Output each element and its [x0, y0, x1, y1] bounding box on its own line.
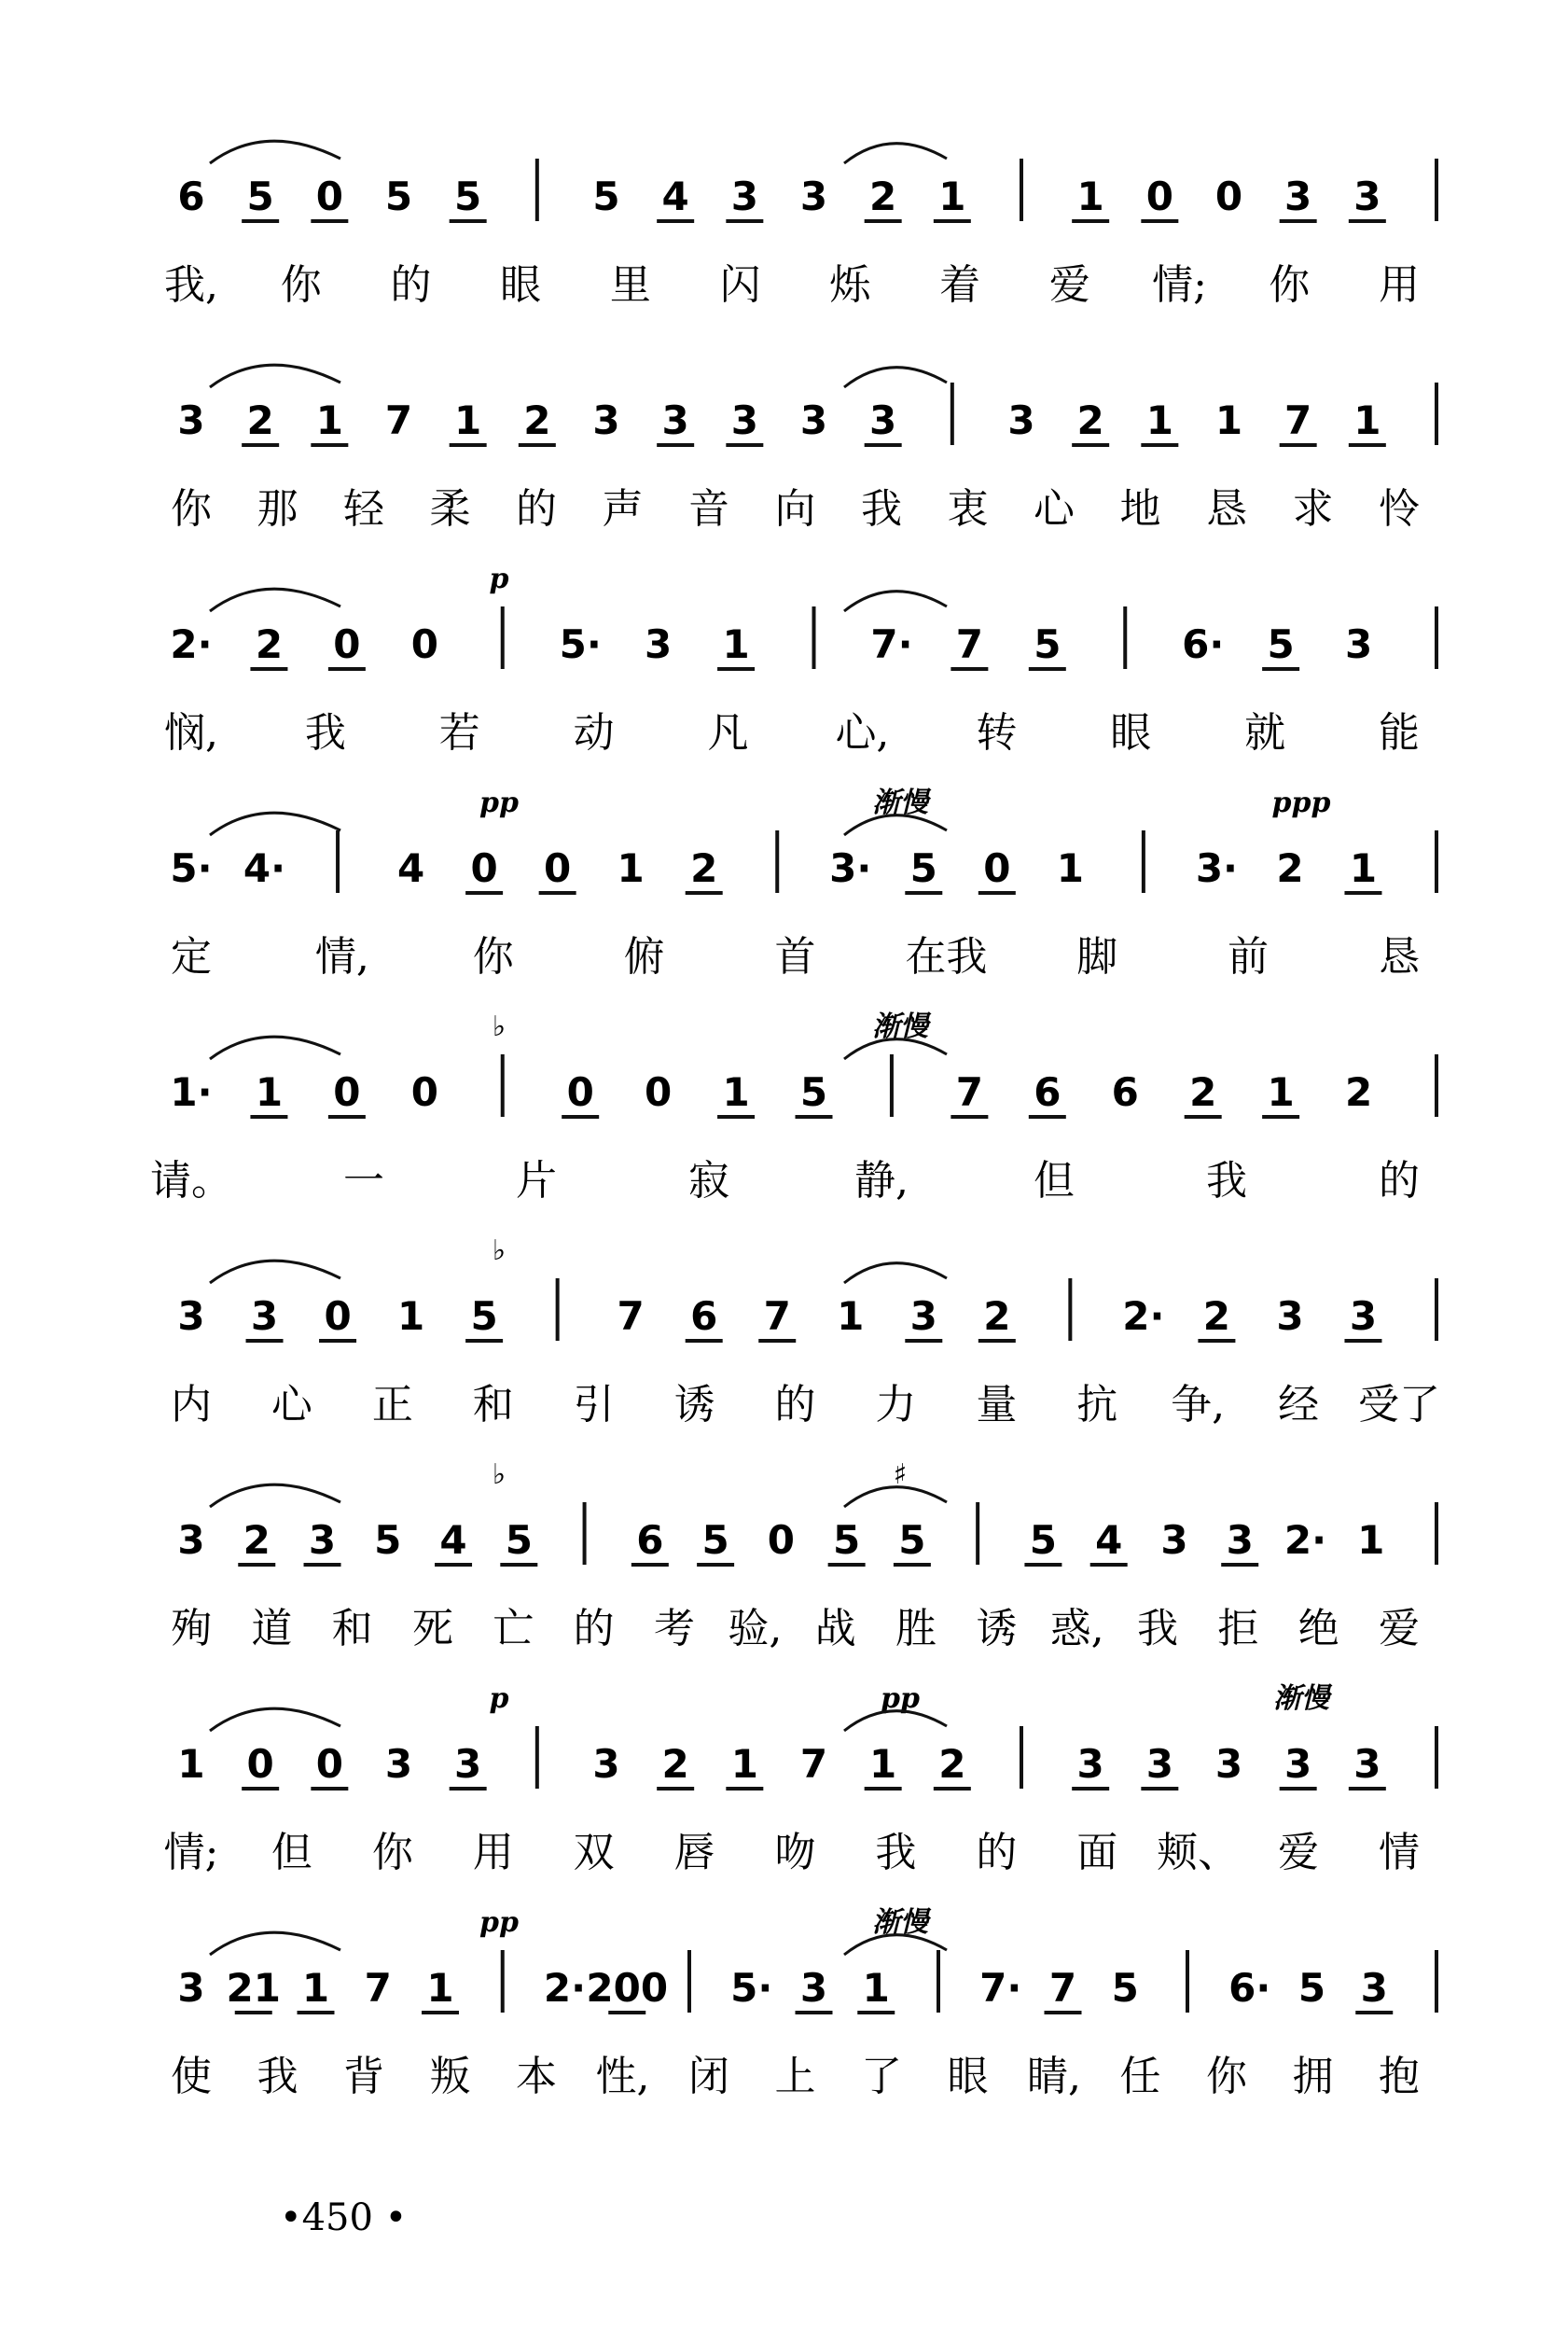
note: 2 — [983, 1293, 1011, 1339]
lyric-syllable: 惑, — [1049, 1605, 1104, 1652]
lyric-syllable: 脚 — [1076, 933, 1118, 981]
slur-arc — [210, 1037, 340, 1059]
lyric-syllable: 绝 — [1297, 1605, 1339, 1652]
lyric-syllable: 背 — [343, 2053, 384, 2100]
lyric-syllable: 我 — [257, 2053, 298, 2100]
note: 7· — [979, 1965, 1022, 2011]
lyric-syllable: 地 — [1119, 485, 1161, 533]
note: 3 — [177, 1965, 205, 2011]
slur-arc — [210, 1708, 340, 1731]
note: 2 — [1189, 1069, 1217, 1115]
lyric-syllable: 死 — [412, 1605, 453, 1652]
lyric-syllable: 使 — [171, 2053, 212, 2100]
slur-arc — [844, 144, 947, 163]
note: 1 — [938, 174, 966, 219]
lyric-syllable: 你 — [171, 485, 212, 533]
note: 1 — [177, 1741, 205, 1787]
note: 6· — [1228, 1965, 1271, 2011]
lyric-syllable: 抗 — [1076, 1381, 1118, 1428]
note: 0 — [324, 1293, 352, 1339]
lyric-syllable: 你 — [280, 261, 322, 309]
note-layer — [170, 174, 1387, 2011]
lyric-syllable: 道 — [251, 1605, 293, 1652]
slur-arc — [844, 592, 947, 611]
note: 3 — [909, 1293, 937, 1339]
lyric-syllable: 量 — [976, 1381, 1018, 1428]
lyric-syllable: 争, — [1171, 1381, 1226, 1428]
lyric-syllable: 抱 — [1379, 2053, 1420, 2100]
lyric-syllable: 我 — [861, 485, 902, 533]
lyric-syllable: 转 — [976, 709, 1018, 757]
lyric-syllable: 你 — [472, 933, 514, 981]
lyric-syllable: 俯 — [623, 933, 665, 981]
note: 0 — [246, 1741, 274, 1787]
note: 5· — [730, 1965, 773, 2011]
lyric-syllable: 你 — [1206, 2053, 1247, 2100]
lyric-syllable: 用 — [472, 1829, 514, 1876]
note: 6· — [1182, 621, 1225, 667]
note: 0 — [315, 174, 343, 219]
note: 21 — [226, 1965, 281, 2011]
dynamic-mark: 渐慢 — [1273, 1682, 1329, 1715]
note: 4 — [396, 845, 425, 891]
note: 1 — [1267, 1069, 1295, 1115]
lyric-syllable: 向 — [774, 485, 816, 533]
dynamic-mark: ♭ — [492, 1458, 506, 1491]
note: 0 — [410, 1069, 438, 1115]
note: 5 — [374, 1517, 402, 1563]
note: 7 — [1284, 397, 1312, 443]
note: 7 — [799, 1741, 828, 1787]
note: 3 — [250, 1293, 279, 1339]
note: 1 — [617, 845, 645, 891]
note: 2 — [255, 621, 284, 667]
note: 0 — [1214, 174, 1243, 219]
note: 1 — [869, 1741, 897, 1787]
lyric-syllable: 闪 — [719, 261, 761, 309]
note: 2· — [1284, 1517, 1327, 1563]
lyric-syllable: 亡 — [493, 1605, 534, 1652]
note: 1 — [837, 1293, 865, 1339]
lyric-syllable: 但 — [271, 1829, 312, 1876]
lyric-syllable: 爱 — [1048, 261, 1090, 309]
note: 7· — [870, 621, 913, 667]
note: 2 — [1276, 845, 1304, 891]
lyric-syllable: 定 — [171, 933, 212, 981]
note: 1 — [1353, 397, 1381, 443]
lyric-syllable: 殉 — [171, 1605, 212, 1652]
note: 2 — [1076, 397, 1104, 443]
lyric-syllable: 叛 — [429, 2053, 471, 2100]
lyric-syllable: 恳 — [1206, 485, 1247, 533]
lyric-syllable: 若 — [438, 709, 480, 757]
lyric-syllable: 力 — [875, 1381, 917, 1428]
note: 3 — [1076, 1741, 1104, 1787]
note: 0 — [544, 845, 572, 891]
note: 7 — [617, 1293, 645, 1339]
lyric-syllable: 吻 — [774, 1829, 816, 1876]
note: 1 — [315, 397, 343, 443]
note: 1 — [1056, 845, 1084, 891]
note: 5 — [701, 1517, 729, 1563]
lyric-syllable: 受了 — [1358, 1381, 1440, 1428]
lyric-syllable: 爱 — [1278, 1829, 1320, 1876]
lyric-syllable: 我, — [164, 261, 218, 309]
note: 0 — [410, 621, 438, 667]
note: 3 — [384, 1741, 413, 1787]
lyric-syllable: 内 — [171, 1381, 212, 1428]
note: 2· — [170, 621, 213, 667]
note: 0 — [767, 1517, 795, 1563]
note: 7 — [763, 1293, 791, 1339]
lyric-syllable: 能 — [1379, 709, 1420, 757]
lyric-syllable: 的 — [390, 261, 432, 309]
note: 2· — [543, 1965, 587, 2011]
lyric-syllable: 柔 — [429, 485, 471, 533]
lyric-syllable: 双 — [573, 1829, 615, 1876]
lyric-syllable: 眼 — [1110, 709, 1152, 757]
dynamic-mark: 渐慢 — [872, 1010, 928, 1043]
note: 1 — [1076, 174, 1104, 219]
lyric-syllable: 战 — [814, 1605, 856, 1652]
note: 0 — [645, 1069, 673, 1115]
lyric-syllable: 静, — [854, 1157, 909, 1205]
slur-arc — [844, 368, 947, 387]
lyric-syllable: 但 — [1034, 1157, 1075, 1205]
note: 2 — [246, 397, 274, 443]
dynamic-mark: pp — [881, 1682, 920, 1715]
note: 7 — [384, 397, 413, 443]
dynamic-mark: pp — [479, 787, 519, 819]
note: 1 — [396, 1293, 425, 1339]
dynamic-mark: p — [489, 563, 509, 595]
lyric-syllable: 前 — [1228, 933, 1270, 981]
note: 3 — [661, 397, 689, 443]
lyric-syllable: 音 — [688, 485, 729, 533]
note: 3 — [1145, 1741, 1173, 1787]
note: 3 — [177, 1293, 205, 1339]
lyric-syllable: 情; — [1152, 261, 1207, 309]
lyric-syllable: 诱 — [673, 1381, 715, 1428]
note: 5 — [505, 1517, 533, 1563]
note: 5 — [470, 1293, 498, 1339]
note: 2 — [661, 1741, 689, 1787]
lyric-syllable: 用 — [1379, 261, 1420, 309]
note: 1 — [1145, 397, 1173, 443]
note: 1 — [1357, 1517, 1385, 1563]
lyric-syllable: 你 — [1269, 261, 1311, 309]
note: 4 — [439, 1517, 467, 1563]
lyric-syllable: 睛, — [1027, 2053, 1081, 2100]
lyric-syllable: 求 — [1292, 485, 1334, 533]
note: 0 — [566, 1069, 594, 1115]
note: 1 — [301, 1965, 330, 2011]
dynamic-mark: 渐慢 — [872, 1906, 928, 1939]
note: 0 — [470, 845, 498, 891]
dynamic-mark: ppp — [1271, 787, 1331, 819]
lyric-syllable: 本 — [516, 2053, 557, 2100]
note: 6 — [1111, 1069, 1139, 1115]
lyric-syllable: 和 — [472, 1381, 514, 1428]
note: 1 — [255, 1069, 284, 1115]
note: 3 — [1284, 174, 1312, 219]
lyric-syllable: 情; — [163, 1829, 219, 1876]
note: 1 — [722, 1069, 750, 1115]
dynamic-mark: ♭ — [492, 1010, 506, 1043]
lyric-syllable: 眼 — [500, 261, 542, 309]
note: 3 — [1214, 1741, 1243, 1787]
lyric-syllable: 引 — [573, 1381, 615, 1428]
slur-arc — [210, 1261, 340, 1283]
note: 7 — [955, 621, 983, 667]
lyric-syllable: 心, — [835, 709, 890, 757]
note: 3 — [1160, 1517, 1188, 1563]
note: 1 — [454, 397, 482, 443]
slur-arc — [210, 1932, 340, 1955]
lyric-syllable: 和 — [331, 1605, 373, 1652]
dynamic-mark: 渐慢 — [872, 787, 928, 819]
note: 1· — [170, 1069, 213, 1115]
note: 3 — [1349, 1293, 1378, 1339]
slur-arc — [210, 589, 340, 611]
note: 3 — [592, 1741, 620, 1787]
note: 5 — [1034, 621, 1062, 667]
lyric-syllable: 一 — [343, 1157, 384, 1205]
note: 3 — [1353, 174, 1381, 219]
lyric-syllable: 了 — [861, 2053, 902, 2100]
note: 2 — [523, 397, 551, 443]
lyric-syllable: 我 — [1206, 1157, 1247, 1205]
lyric-syllable: 轻 — [343, 485, 384, 533]
dynamic-mark: ♯ — [893, 1458, 908, 1491]
lyric-syllable: 那 — [257, 485, 298, 533]
note: 4· — [243, 845, 286, 891]
lyric-syllable: 面 — [1076, 1829, 1118, 1876]
lyric-syllable: 声 — [602, 485, 644, 533]
note: 5 — [246, 174, 274, 219]
note: 3 — [799, 397, 828, 443]
dynamic-mark: p — [489, 1682, 509, 1715]
note: 5 — [1297, 1965, 1326, 2011]
lyric-syllable: 经 — [1278, 1381, 1320, 1428]
lyric-syllable: 情, — [314, 933, 369, 981]
note: 3 — [308, 1517, 337, 1563]
note: 5 — [384, 174, 413, 219]
note: 3 — [454, 1741, 482, 1787]
lyric-syllable: 在我 — [905, 933, 988, 981]
lyric-syllable: 怜 — [1379, 485, 1420, 533]
lyric-syllable: 的 — [976, 1829, 1018, 1876]
note: 1 — [1349, 845, 1378, 891]
dynamics-layer — [479, 563, 1333, 1939]
lyric-syllable: 就 — [1244, 709, 1286, 757]
lyric-syllable: 爱 — [1379, 1605, 1420, 1652]
note: 3 — [869, 397, 897, 443]
note: 3· — [1195, 845, 1239, 891]
note: 3 — [1284, 1741, 1312, 1787]
note: 2 — [690, 845, 718, 891]
note: 5· — [170, 845, 213, 891]
lyric-syllable: 考 — [654, 1605, 695, 1652]
lyric-syllable: 烁 — [829, 261, 871, 309]
note: 2 — [1202, 1293, 1231, 1339]
lyric-syllable: 眼 — [947, 2053, 989, 2100]
note: 3 — [730, 174, 758, 219]
lyric-syllable: 我 — [875, 1829, 917, 1876]
lyric-syllable: 动 — [573, 709, 615, 757]
note: 7 — [364, 1965, 392, 2011]
note: 3 — [1226, 1517, 1254, 1563]
lyric-syllable: 请。 — [150, 1157, 232, 1205]
note: 3 — [1360, 1965, 1388, 2011]
note: 5 — [1267, 621, 1295, 667]
note: 2 — [243, 1517, 271, 1563]
note: 0 — [315, 1741, 343, 1787]
note: 0 — [983, 845, 1011, 891]
note: 2 — [869, 174, 897, 219]
lyric-syllable: 任 — [1119, 2053, 1161, 2100]
note: 5· — [559, 621, 602, 667]
note: 1 — [730, 1741, 758, 1787]
note: 3 — [1007, 397, 1035, 443]
lyric-syllable: 的 — [774, 1381, 816, 1428]
note: 5 — [1029, 1517, 1058, 1563]
slur-arc — [210, 1484, 340, 1507]
lyric-syllable: 的 — [1379, 1157, 1420, 1205]
lyric-syllable: 衷 — [947, 485, 989, 533]
note: 1 — [722, 621, 750, 667]
lyric-syllable: 里 — [609, 261, 651, 309]
note: 6 — [177, 174, 205, 219]
note: 5 — [909, 845, 937, 891]
note: 3 — [177, 397, 205, 443]
note: 5 — [1111, 1965, 1139, 2011]
lyrics-layer — [150, 261, 1440, 2100]
note: 3 — [1353, 1741, 1381, 1787]
lyric-syllable: 悯, — [164, 709, 218, 757]
lyric-syllable: 上 — [774, 2053, 816, 2100]
slur-arc — [210, 141, 340, 163]
note: 5 — [898, 1517, 926, 1563]
lyric-syllable: 验, — [728, 1605, 783, 1652]
note: 3 — [1344, 621, 1373, 667]
note: 4 — [661, 174, 689, 219]
note: 0 — [333, 1069, 361, 1115]
note: 2 — [938, 1741, 966, 1787]
note: 200 — [586, 1965, 669, 2011]
note: 3 — [730, 397, 758, 443]
slur-arc — [210, 365, 340, 387]
note: 3· — [829, 845, 872, 891]
note: 6 — [690, 1293, 718, 1339]
note: 3 — [177, 1517, 205, 1563]
lyric-syllable: 我 — [1137, 1605, 1178, 1652]
note: 7 — [1048, 1965, 1077, 2011]
dynamic-mark: ♭ — [492, 1234, 506, 1267]
note: 1 — [426, 1965, 454, 2011]
note: 5 — [833, 1517, 861, 1563]
note: 6 — [1034, 1069, 1062, 1115]
lyric-syllable: 心 — [271, 1381, 312, 1428]
slur-arc — [844, 1263, 947, 1283]
note: 3 — [645, 621, 673, 667]
note: 2 — [1344, 1069, 1373, 1115]
note: 1 — [1214, 397, 1243, 443]
lyric-syllable: 恳 — [1379, 933, 1420, 981]
lyric-syllable: 心 — [1034, 485, 1075, 533]
note: 7 — [955, 1069, 983, 1115]
lyric-syllable: 首 — [774, 933, 816, 981]
page-number: •450 • — [280, 2196, 408, 2239]
lyric-syllable: 正 — [371, 1381, 413, 1428]
note: 0 — [1145, 174, 1173, 219]
note: 3 — [799, 174, 828, 219]
lyric-syllable: 颊、 — [1157, 1829, 1240, 1876]
lyric-syllable: 闭 — [688, 2053, 729, 2100]
lyric-syllable: 片 — [516, 1157, 557, 1205]
note: 2· — [1122, 1293, 1165, 1339]
dynamic-mark: pp — [479, 1906, 519, 1939]
note: 3 — [592, 397, 620, 443]
lyric-syllable: 我 — [304, 709, 346, 757]
note: 5 — [799, 1069, 828, 1115]
note: 0 — [333, 621, 361, 667]
lyric-syllable: 凡 — [707, 709, 749, 757]
lyric-syllable: 的 — [516, 485, 557, 533]
note: 1 — [862, 1965, 890, 2011]
lyric-syllable: 情 — [1379, 1829, 1420, 1876]
lyric-syllable: 你 — [371, 1829, 413, 1876]
note: 4 — [1095, 1517, 1123, 1563]
lyric-syllable: 胜 — [895, 1605, 937, 1652]
lyric-syllable: 寂 — [688, 1157, 729, 1205]
lyric-syllable: 拥 — [1292, 2053, 1334, 2100]
note: 3 — [799, 1965, 828, 2011]
lyric-syllable: 性, — [595, 2053, 650, 2100]
lyric-syllable: 着 — [939, 261, 981, 309]
note: 5 — [454, 174, 482, 219]
note: 6 — [636, 1517, 664, 1563]
lyric-syllable: 唇 — [673, 1829, 715, 1876]
lyric-syllable: 诱 — [976, 1605, 1018, 1652]
note: 5 — [592, 174, 620, 219]
note: 3 — [1276, 1293, 1304, 1339]
slur-arc — [210, 813, 340, 835]
lyric-syllable: 的 — [573, 1605, 615, 1652]
lyric-syllable: 拒 — [1217, 1605, 1259, 1652]
